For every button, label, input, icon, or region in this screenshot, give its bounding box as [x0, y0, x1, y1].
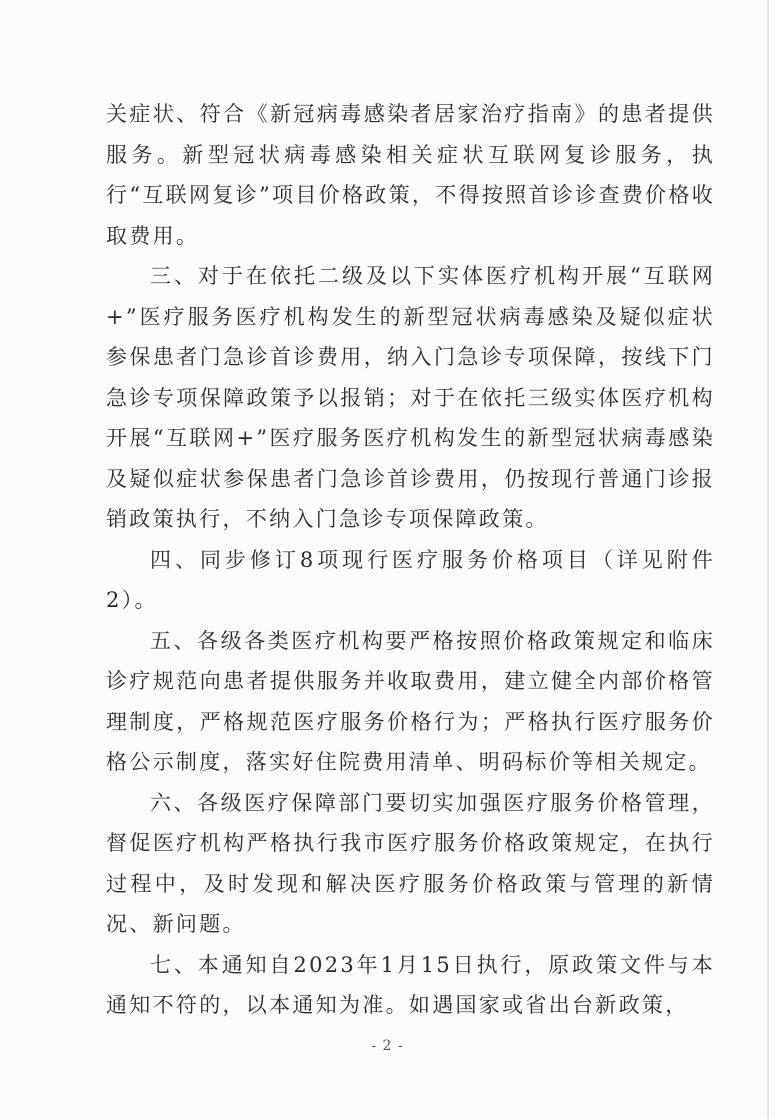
scan-edge-shadow: [767, 0, 769, 1119]
paragraph-continuation: 关症状、符合《新冠病毒感染者居家治疗指南》的患者提供服务。新型冠状病毒感染相关症状互联网复诊服务，执行“互联网复诊”项目价格政策，不得按照首诊诊查费价格收取费用。: [106, 102, 715, 248]
paragraph-item-6: 六、各级医疗保障部门要切实加强医疗服务价格管理，督促医疗机构严格执行我市医疗服务价格政策规定，在执行过程中，及时发现和解决医疗服务价格政策与管理的新情况、新问题。: [106, 790, 715, 936]
paragraph-item-5: 五、各级各类医疗机构要严格按照价格政策规定和临床诊疗规范向患者提供服务并收取费用，建立健全内部价格管理制度，严格规范医疗服务价格行为；严格执行医疗服务价格公示制度，落实好住院费用清单、明码标价等相关规定。: [106, 628, 715, 774]
paragraph-item-3: 三、对于在依托二级及以下实体医疗机构开展“互联网+”医疗服务医疗机构发生的新型冠状病毒感染及疑似症状参保患者门急诊首诊费用，纳入门急诊专项保障，按线下门急诊专项保障政策予以报销；对于在依托三级实体医疗机构开展“互联网+”医疗服务医疗机构发生的新型冠状病毒感染及疑似症状参保患者门急诊首诊费用，仍按现行普通门诊报销政策执行，不纳入门急诊专项保障政策。: [106, 264, 715, 531]
paragraph-item-4: 四、同步修订8项现行医疗服务价格项目（详见附件2）。: [106, 547, 715, 612]
paragraph-item-7: 七、本通知自2023年1月15日执行，原政策文件与本通知不符的，以本通知为准。如遇国家或省出台新政策，: [106, 952, 715, 1017]
page-number: - 2 -: [371, 1038, 404, 1054]
